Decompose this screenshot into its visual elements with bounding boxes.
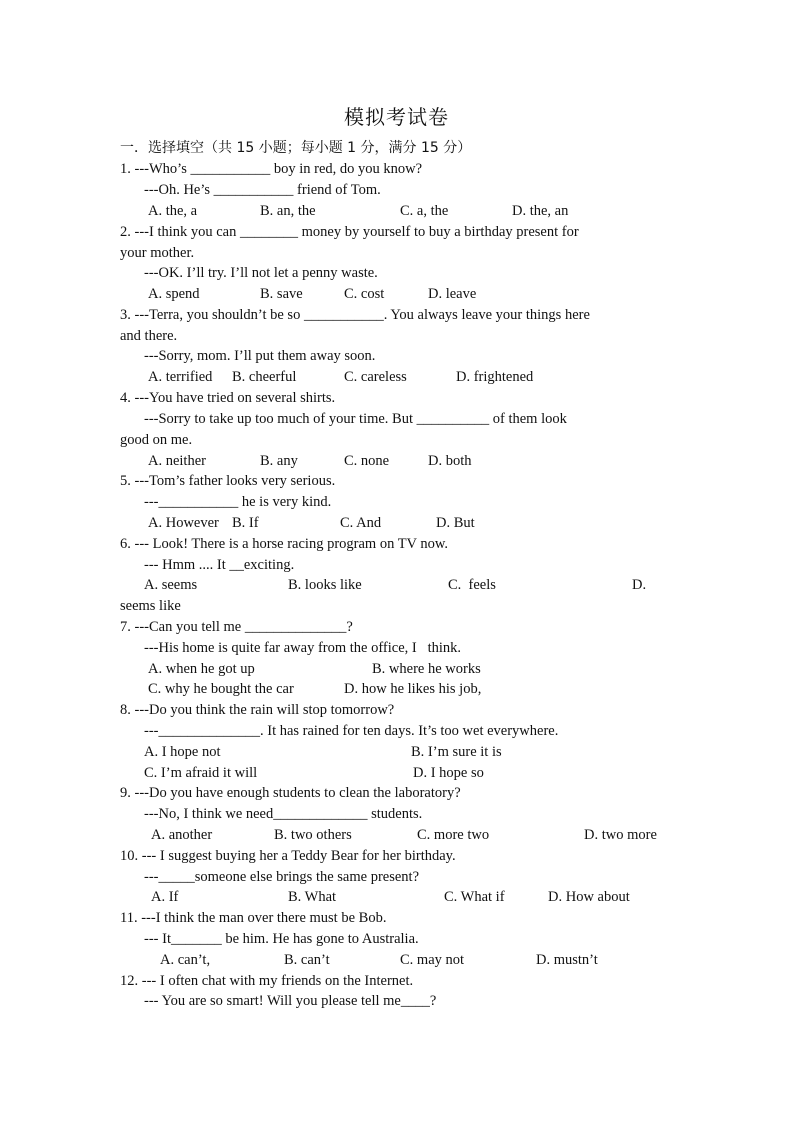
q3-option-b: B. cheerful xyxy=(232,369,297,385)
q7-option-b: B. where he works xyxy=(372,661,481,677)
page-title: 模拟考试卷 xyxy=(344,105,449,129)
question-2-reply: ---OK. I’ll try. I’ll not let a penny waste. xyxy=(144,265,378,281)
q9-option-c: C. more two xyxy=(417,827,490,843)
question-4-stem: 4. ---You have tried on several shirts. xyxy=(120,390,336,406)
section-heading: 一．选择填空（共 15 小题；每小题 1 分，满分 15 分） xyxy=(120,140,472,156)
q8-option-d: D. I hope so xyxy=(413,765,484,781)
q6-option-b: B. looks like xyxy=(288,577,362,593)
question-4-reply-cont: good on me. xyxy=(120,432,193,448)
q2-option-b: B. save xyxy=(260,286,303,302)
q5-option-a: A. However xyxy=(148,515,219,531)
q5-option-b: B. If xyxy=(232,515,259,531)
question-3-reply: ---Sorry, mom. I’ll put them away soon. xyxy=(144,348,376,364)
q2-option-a: A. spend xyxy=(148,286,200,302)
question-9-reply: ---No, I think we need_____________ students. xyxy=(144,806,423,822)
question-7-stem: 7. ---Can you tell me ______________? xyxy=(120,619,353,635)
q6-option-c: C. feels xyxy=(448,577,496,593)
question-8-reply: ---______________. It has rained for ten days. It’s too wet everywhere. xyxy=(144,723,559,739)
q5-option-c: C. And xyxy=(340,515,382,531)
q4-option-c: C. none xyxy=(344,453,390,469)
question-6-reply: --- Hmm .... It __exciting. xyxy=(144,557,295,573)
question-11-reply: --- It_______ be him. He has gone to Australia. xyxy=(144,931,419,947)
q6-option-d: D. xyxy=(632,577,647,593)
question-10-stem: 10. --- I suggest buying her a Teddy Bear for her birthday. xyxy=(120,848,456,864)
q7-option-d: D. how he likes his job, xyxy=(344,681,482,697)
q1-option-d: D. the, an xyxy=(512,203,569,219)
q3-option-d: D. frightened xyxy=(456,369,534,385)
q4-option-a: A. neither xyxy=(148,453,206,469)
q8-option-a: A. I hope not xyxy=(144,744,221,760)
q7-option-a: A. when he got up xyxy=(148,661,255,677)
q9-option-a: A. another xyxy=(151,827,213,843)
question-11-stem: 11. ---I think the man over there must be Bob. xyxy=(120,910,387,926)
q4-option-b: B. any xyxy=(260,453,298,469)
q11-option-d: D. mustn’t xyxy=(536,952,598,968)
q11-option-b: B. can’t xyxy=(284,952,330,968)
q9-option-d: D. two more xyxy=(584,827,657,843)
q10-option-c: C. What if xyxy=(444,889,505,905)
q2-option-c: C. cost xyxy=(344,286,385,302)
q6-option-d-cont: seems like xyxy=(120,598,181,614)
question-12-reply: --- You are so smart! Will you please tell me____? xyxy=(144,993,437,1009)
q2-option-d: D. leave xyxy=(428,286,477,302)
question-3-stem: 3. ---Terra, you shouldn’t be so ___________. You always leave your things here xyxy=(120,307,590,323)
q5-option-d: D. But xyxy=(436,515,475,531)
q4-option-d: D. both xyxy=(428,453,472,469)
question-5-stem: 5. ---Tom’s father looks very serious. xyxy=(120,473,336,489)
question-2-stem-cont: your mother. xyxy=(120,245,195,261)
q3-option-c: C. careless xyxy=(344,369,407,385)
question-1-reply: ---Oh. He’s ___________ friend of Tom. xyxy=(144,182,381,198)
q6-option-a: A. seems xyxy=(144,577,198,593)
q8-option-c: C. I’m afraid it will xyxy=(144,765,258,781)
q1-option-c: C. a, the xyxy=(400,203,449,219)
q1-option-b: B. an, the xyxy=(260,203,316,219)
q10-option-a: A. If xyxy=(151,889,179,905)
question-8-stem: 8. ---Do you think the rain will stop tomorrow? xyxy=(120,702,395,718)
q8-option-b: B. I’m sure it is xyxy=(411,744,502,760)
question-1-stem: 1. ---Who’s ___________ boy in red, do you know? xyxy=(120,161,423,177)
question-6-stem: 6. --- Look! There is a horse racing program on TV now. xyxy=(120,536,449,552)
question-10-reply: ---_____someone else brings the same present? xyxy=(144,869,420,885)
q7-option-c: C. why he bought the car xyxy=(148,681,294,697)
question-9-stem: 9. ---Do you have enough students to clean the laboratory? xyxy=(120,785,461,801)
question-3-stem-cont: and there. xyxy=(120,328,178,344)
q9-option-b: B. two others xyxy=(274,827,352,843)
q11-option-a: A. can’t, xyxy=(160,952,211,968)
q11-option-c: C. may not xyxy=(400,952,465,968)
question-5-reply: ---___________ he is very kind. xyxy=(144,494,332,510)
q1-option-a: A. the, a xyxy=(148,203,198,219)
question-4-reply: ---Sorry to take up too much of your time. But __________ of them look xyxy=(144,411,567,427)
question-2-stem: 2. ---I think you can ________ money by yourself to buy a birthday present for xyxy=(120,224,579,240)
q10-option-b: B. What xyxy=(288,889,337,905)
q3-option-a: A. terrified xyxy=(148,369,213,385)
question-12-stem: 12. --- I often chat with my friends on the Internet. xyxy=(120,973,414,989)
q10-option-d: D. How about xyxy=(548,889,630,905)
question-7-reply: ---His home is quite far away from the office, I think. xyxy=(144,640,462,656)
